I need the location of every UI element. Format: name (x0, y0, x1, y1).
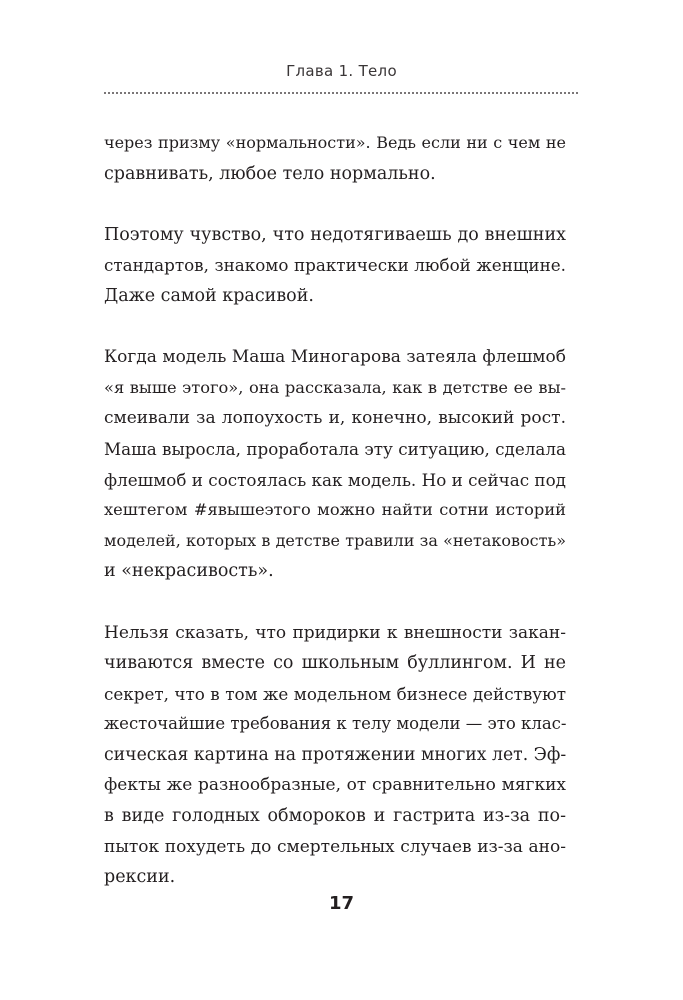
paragraph-gap (104, 587, 566, 618)
header-divider (104, 92, 578, 94)
text-line: Поэтому чувство, что недотягиваешь до внешних (104, 224, 566, 245)
page-number: 17 (328, 893, 355, 914)
text-line: моделей, которых в детстве травили за «нетаковость» (104, 530, 566, 550)
text-line: смеивали за лопоухость и, конечно, высокий рост. (104, 408, 566, 429)
text-line: чиваются вместе со школьным буллингом. И не (104, 653, 566, 674)
paragraph-gap (104, 312, 566, 343)
text-line: фекты же разнообразные, от сравнительно мягких (104, 775, 566, 796)
text-line: стандартов, знакомо практически любой женщине. (104, 255, 566, 276)
text-line: «я выше этого», она рассказала, как в детстве ее вы- (104, 377, 566, 397)
text-line: и «некрасивость». (104, 561, 274, 582)
text-line: Нельзя сказать, что придирки к внешности закан- (104, 622, 566, 643)
text-line: Когда модель Маша Миногарова затеяла флешмоб (104, 347, 566, 368)
text-line: через призму «нормальности». Ведь если ни с чем не (104, 133, 566, 152)
text-line: Маша выросла, проработала эту ситуацию, сделала (104, 438, 566, 459)
text-line: флешмоб и состоялась как модель. Но и сейчас под (104, 469, 566, 490)
text-line: Даже самой красивой. (104, 285, 314, 306)
text-line: хештегом #явышеэтого можно найти сотни историй (104, 500, 566, 520)
text-line: жесточайшие требования к телу модели — это клас- (104, 714, 567, 734)
text-line: пыток похудеть до смертельных случаев из-за ано- (104, 836, 566, 857)
text-line: рексии. (104, 867, 176, 888)
text-line: в виде голодных обмороков и гастрита из-за по- (104, 806, 566, 827)
running-header: Глава 1. Тело (286, 62, 397, 80)
text-line: сическая картина на протяжении многих лет. Эф- (104, 744, 567, 765)
paragraph-gap (104, 189, 566, 220)
text-line: сравнивать, любое тело нормально. (104, 163, 436, 184)
body-text (104, 128, 566, 893)
text-line: секрет, что в том же модельном бизнесе действуют (104, 683, 566, 704)
